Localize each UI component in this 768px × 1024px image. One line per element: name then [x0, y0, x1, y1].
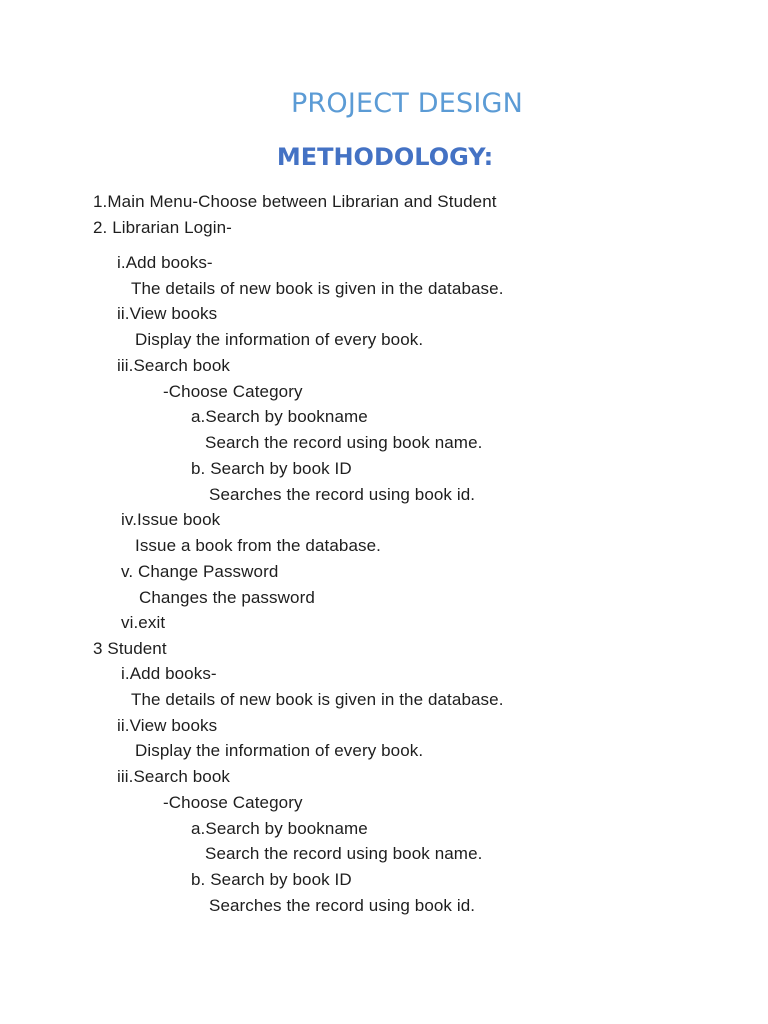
list-item-description: The details of new book is given in the database. [131, 690, 504, 709]
list-item-add-books: i.Add books- [117, 253, 213, 272]
list-item-search-book: iii.Search book [117, 767, 231, 786]
list-item-change-password: v. Change Password [121, 562, 279, 581]
list-item-description: Searches the record using book id. [209, 485, 476, 504]
list-item-view-books: ii.View books [117, 304, 218, 323]
list-item-description: Issue a book from the database. [135, 536, 381, 555]
list-item-description: Search the record using book name. [205, 844, 483, 863]
section-heading: METHODOLOGY: [276, 143, 494, 171]
list-item-search-by-book-id: b. Search by book ID [191, 870, 352, 889]
list-item-choose-category: -Choose Category [163, 793, 303, 812]
list-item-search-by-bookname: a.Search by bookname [191, 407, 368, 426]
list-item-choose-category: -Choose Category [163, 382, 303, 401]
list-item-description: Changes the password [139, 588, 315, 607]
document-title: PROJECT DESIGN [290, 88, 524, 119]
list-item-exit: vi.exit [121, 613, 166, 632]
list-item-description: Search the record using book name. [205, 433, 483, 452]
list-item-issue-book: iv.Issue book [121, 510, 221, 529]
list-item-description: Display the information of every book. [135, 330, 424, 349]
list-item-add-books: i.Add books- [121, 664, 217, 683]
list-item-description: Display the information of every book. [135, 741, 424, 760]
list-item-search-by-bookname: a.Search by bookname [191, 819, 368, 838]
list-item-student: 3 Student [93, 639, 167, 658]
list-item-view-books: ii.View books [117, 716, 218, 735]
list-item-search-book: iii.Search book [117, 356, 231, 375]
list-item-main-menu: 1.Main Menu-Choose between Librarian and Student [93, 192, 497, 211]
list-item-librarian-login: 2. Librarian Login- [93, 218, 232, 237]
list-item-search-by-book-id: b. Search by book ID [191, 459, 352, 478]
list-item-description: Searches the record using book id. [209, 896, 476, 915]
list-item-description: The details of new book is given in the database. [131, 279, 504, 298]
